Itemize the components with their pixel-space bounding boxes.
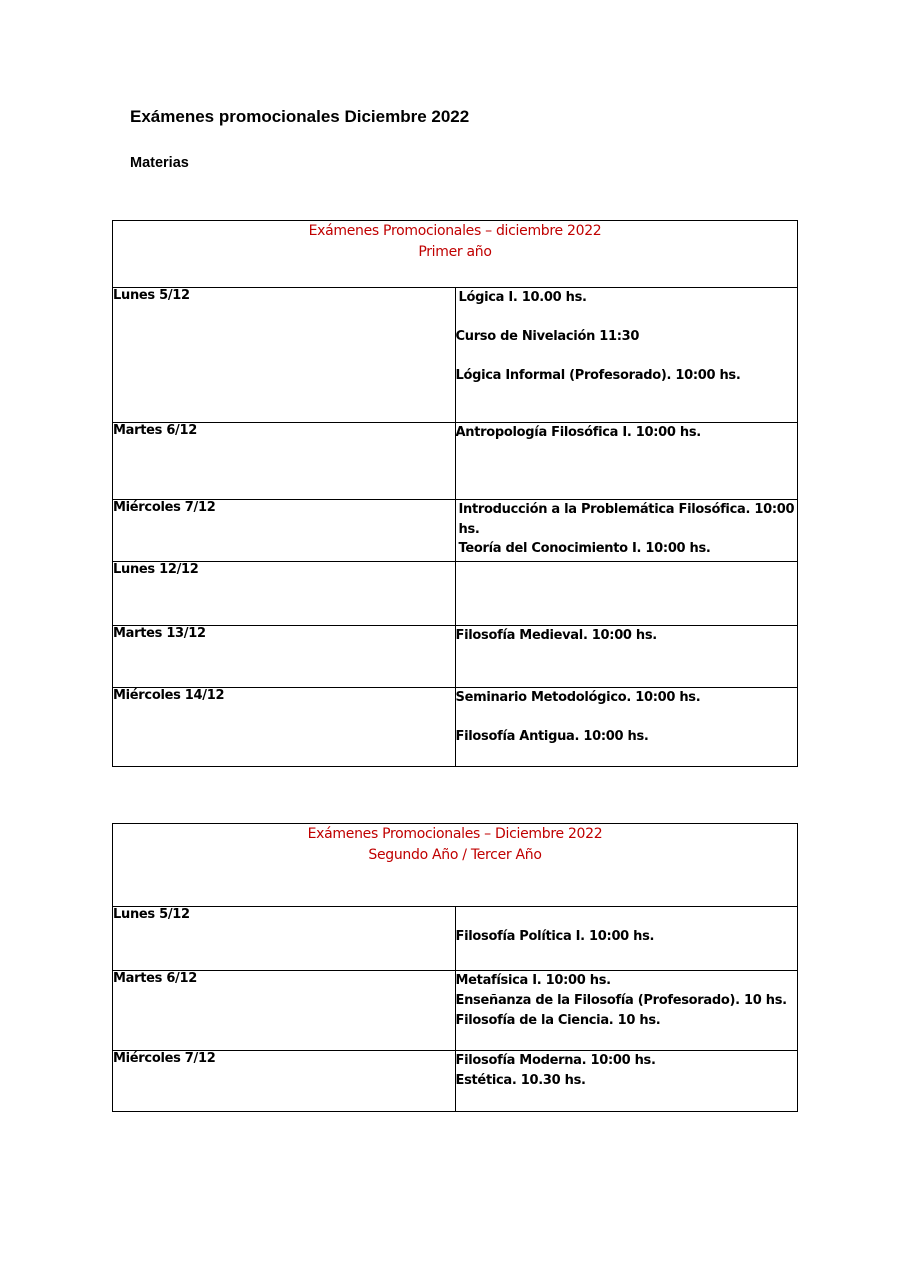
- subject-entry: Filosofía Moderna. 10:00 hs.: [455, 1053, 656, 1068]
- subjects-cell: [455, 288, 798, 423]
- subjects-cell: [455, 423, 798, 500]
- table-header: [113, 221, 798, 288]
- subject-entry: Introducción a la Problemática Filosófica. 10:00 hs.: [458, 502, 795, 537]
- table-header-title: Exámenes Promocionales – diciembre 2022: [308, 223, 602, 239]
- subjects-cell: [455, 1051, 798, 1112]
- subject-entry: Estética. 10.30 hs.: [455, 1073, 586, 1088]
- table-row: [113, 688, 798, 767]
- day-cell: Lunes 12/12: [113, 562, 456, 626]
- subjects-cell-empty: [455, 562, 798, 626]
- table-row: [113, 1051, 798, 1112]
- table-row: [113, 500, 798, 562]
- day-cell: Martes 13/12: [113, 626, 456, 688]
- table-row: [113, 626, 798, 688]
- subject-entry: Metafísica I. 10:00 hs.: [455, 973, 611, 988]
- subjects-cell: [455, 500, 798, 562]
- table-header-year: Primer año: [418, 244, 492, 260]
- day-cell: Martes 6/12: [113, 423, 456, 500]
- subject-entry: Filosofía Política I. 10:00 hs.: [455, 929, 655, 944]
- subjects-cell: [455, 688, 798, 767]
- subject-entry: Lógica I. 10.00 hs.: [458, 290, 587, 305]
- subject-entry: Filosofía Antigua. 10:00 hs.: [455, 729, 649, 744]
- table-header-row: [113, 221, 798, 288]
- table-row: [113, 971, 798, 1051]
- subject-entry: Enseñanza de la Filosofía (Profesorado). 10 hs.: [455, 993, 787, 1008]
- day-cell: Lunes 5/12: [113, 907, 456, 971]
- subject-entry: Lógica Informal (Profesorado). 10:00 hs.: [455, 368, 741, 383]
- table-row: [113, 562, 798, 626]
- subjects-cell: [455, 907, 798, 971]
- table-header-year: Segundo Año / Tercer Año: [368, 847, 542, 863]
- subject-entry: Filosofía Medieval. 10:00 hs.: [455, 628, 657, 643]
- day-cell: Miércoles 7/12: [113, 1051, 456, 1112]
- subjects-cell: [455, 626, 798, 688]
- day-cell: Miércoles 14/12: [113, 688, 456, 767]
- document-title: Exámenes promocionales Diciembre 2022: [130, 107, 470, 126]
- subject-entry: Seminario Metodológico. 10:00 hs.: [455, 690, 701, 705]
- schedule-table-primer-ano: [112, 220, 798, 767]
- day-cell: Lunes 5/12: [113, 288, 456, 423]
- day-cell: Martes 6/12: [113, 971, 456, 1051]
- subject-entry: Teoría del Conocimiento I. 10:00 hs.: [458, 541, 711, 556]
- table-header: [113, 824, 798, 907]
- subject-entry: Antropología Filosófica I. 10:00 hs.: [455, 425, 701, 440]
- subject-entry: Filosofía de la Ciencia. 10 hs.: [455, 1013, 661, 1028]
- table-row: [113, 423, 798, 500]
- table-row: [113, 288, 798, 423]
- schedule-table-segundo-tercer-ano: [112, 823, 798, 1112]
- table-header-title: Exámenes Promocionales – Diciembre 2022: [307, 826, 603, 842]
- subjects-cell: [455, 971, 798, 1051]
- day-cell: Miércoles 7/12: [113, 500, 456, 562]
- document-subtitle: Materias: [130, 155, 189, 171]
- table-header-row: [113, 824, 798, 907]
- table-row: [113, 907, 798, 971]
- subject-entry: Curso de Nivelación 11:30: [455, 329, 640, 344]
